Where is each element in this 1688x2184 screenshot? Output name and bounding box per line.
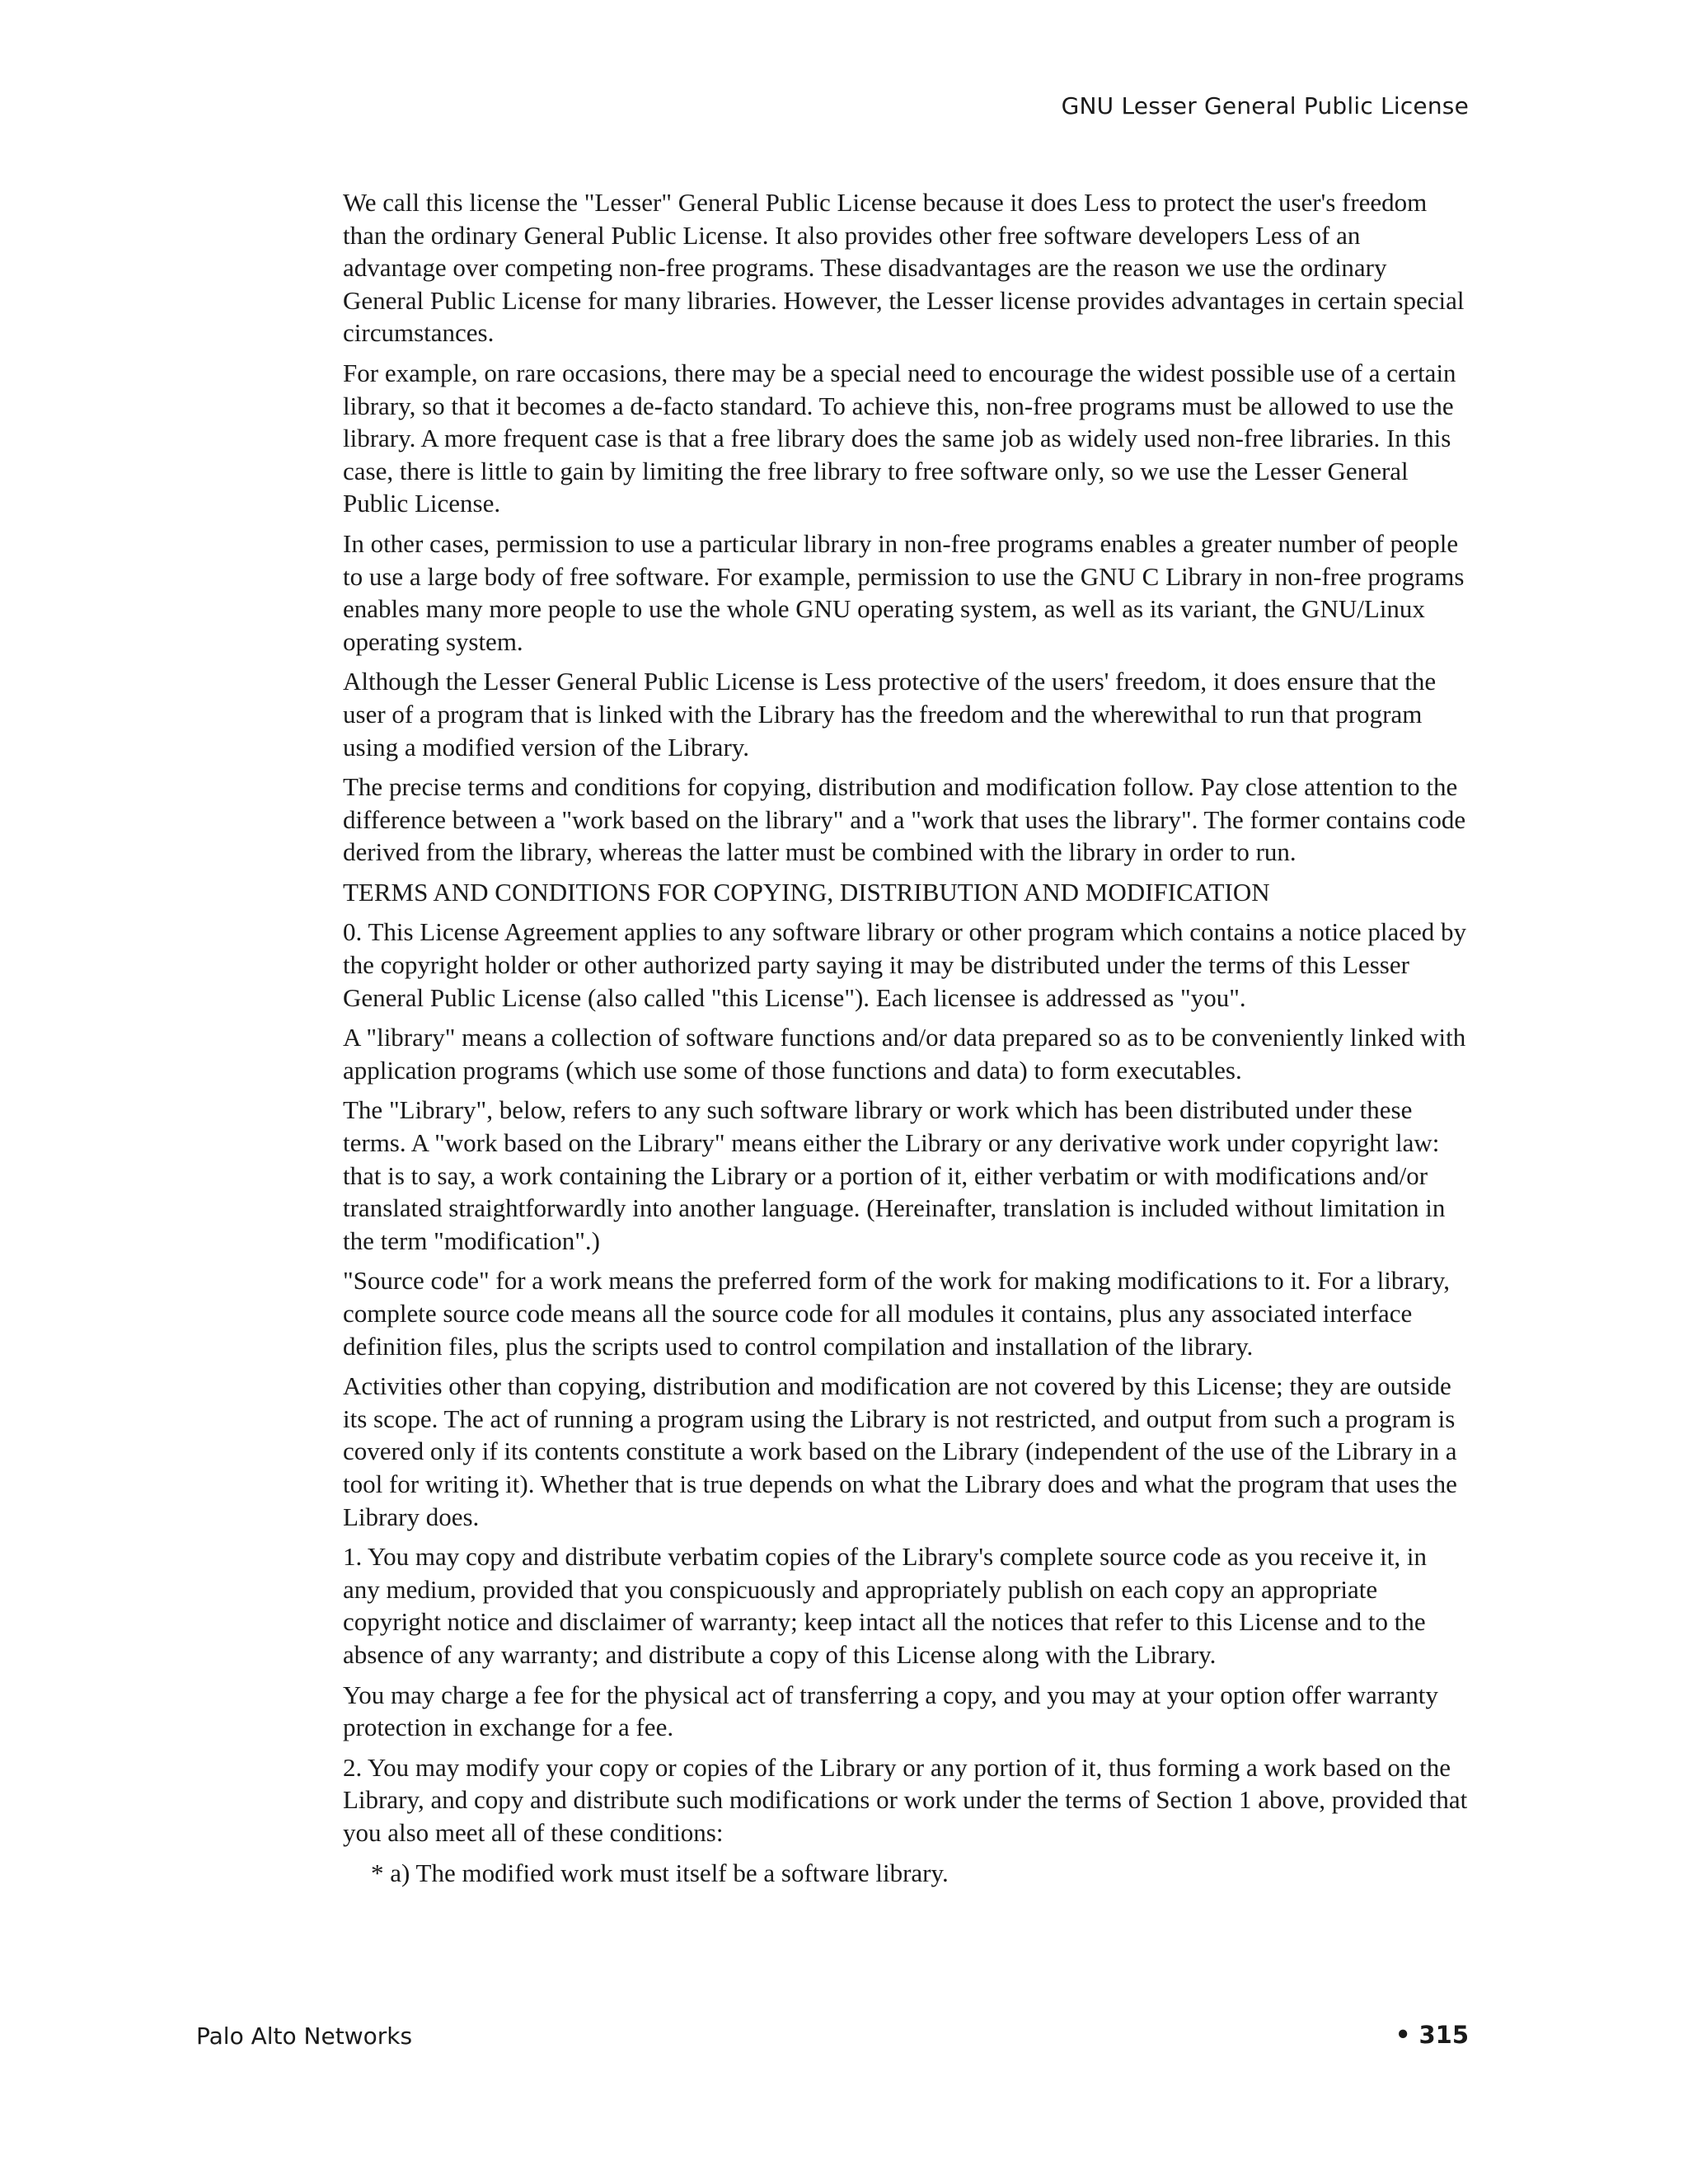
section-0-paragraph: 0. This License Agreement applies to any software library or other program which contains a notice placed by the copyright holder or other authorized party saying it may be distributed under the terms of this Lesser General Public License (also called "this License"). Each licensee is addressed as "you". — [343, 917, 1466, 1012]
activities-paragraph: Activities other than copying, distribution and modification are not covered by this License; they are outside its scope. The act of running a program using the Library is not restricted, and output from such a program is covered only if its contents constitute a work based on the Library (independent of the use of the Library in a tool for writing it). Whether that is true depends on what the Library does and what the program that uses the Library does. — [343, 1371, 1457, 1531]
condition-a-item: * a) The modified work must itself be a software library. — [371, 1858, 949, 1887]
footer-company: Palo Alto Networks — [196, 2022, 413, 2050]
library-work-definition-paragraph: The "Library", below, refers to any such software library or work which has been distributed under these terms. A "work based on the Library" means either the Library or any derivative work under copyright law: that is to say, a work containing the Library or a portion of it, either verbatim or with modifications and/or translated straightforwardly into another language. (Hereinafter, translation is included without limitation in the term "modification".) — [343, 1095, 1446, 1255]
terms-heading: TERMS AND CONDITIONS FOR COPYING, DISTRIBUTION AND MODIFICATION — [343, 877, 1270, 907]
paragraph-rare-occasions: For example, on rare occasions, there may be a special need to encourage the widest possible use of a certain library, so that it becomes a de-facto standard. To achieve this, non-free programs must be allowed to use the library. A more frequent case is that a free library does the same job as widely used non-free libraries. In this case, there is little to gain by limiting the free library to free software only, so we use the Lesser General Public License. — [343, 358, 1456, 518]
paragraph-lesser-license-intro: We call this license the "Lesser" General Public License because it does Less to protect the user's freedom than the ordinary General Public License. It also provides other free software developers Less of an advantage over competing non-free programs. These disadvantages are the reason we use the ordinary General Public License for many libraries. However, the Lesser license provides advantages in certain special circumstances. — [343, 188, 1465, 348]
library-definition-paragraph: A "library" means a collection of software functions and/or data prepared so as to be conveniently linked with application programs (which use some of those functions and data) to form executables. — [343, 1023, 1466, 1085]
fee-paragraph: You may charge a fee for the physical act of transferring a copy, and you may at your option offer warranty protection in exchange for a fee. — [343, 1680, 1438, 1742]
paragraph-other-cases: In other cases, permission to use a particular library in non-free programs enables a greater number of people to use a large body of free software. For example, permission to use the GNU C Library in non-free programs enables many more people to use the whole GNU operating system, as well as its variant, the GNU/Linux operating system. — [343, 528, 1465, 656]
source-code-definition-paragraph: "Source code" for a work means the preferred form of the work for making modifications to it. For a library, complete source code means all the source code for all modules it contains, plus any associated interface definition files, plus the scripts used to control compilation and installation of the library. — [343, 1266, 1450, 1361]
paragraph-precise-terms: The precise terms and conditions for copying, distribution and modification follow. Pay close attention to the difference between a "work based on the library" and a "work that uses the library". The former contains code derived from the library, whereas the latter must be combined with the library in order to run. — [343, 772, 1466, 867]
document-body — [343, 186, 1469, 1896]
section-2-paragraph: 2. You may modify your copy or copies of the Library or any portion of it, thus forming a work based on the Library, and copy and distribute such modifications or work under the terms of Section 1 above, provided that you also meet all of these conditions: — [343, 1752, 1468, 1847]
paragraph-users-freedom: Although the Lesser General Public License is Less protective of the users' freedom, it does ensure that the user of a program that is linked with the Library has the freedom and the wherewithal to run that program using a modified version of the Library. — [343, 667, 1437, 762]
footer-page-number: • 315 — [1395, 2021, 1469, 2049]
running-header-title: GNU Lesser General Public License — [1061, 92, 1469, 120]
section-1-paragraph: 1. You may copy and distribute verbatim copies of the Library's complete source code as you receive it, in any medium, provided that you conspicuously and appropriately publish on each copy an appropriate copyright notice and disclaimer of warranty; keep intact all the notices that refer to this License and to the absence of any warranty; and distribute a copy of this License along with the Library. — [343, 1542, 1427, 1669]
